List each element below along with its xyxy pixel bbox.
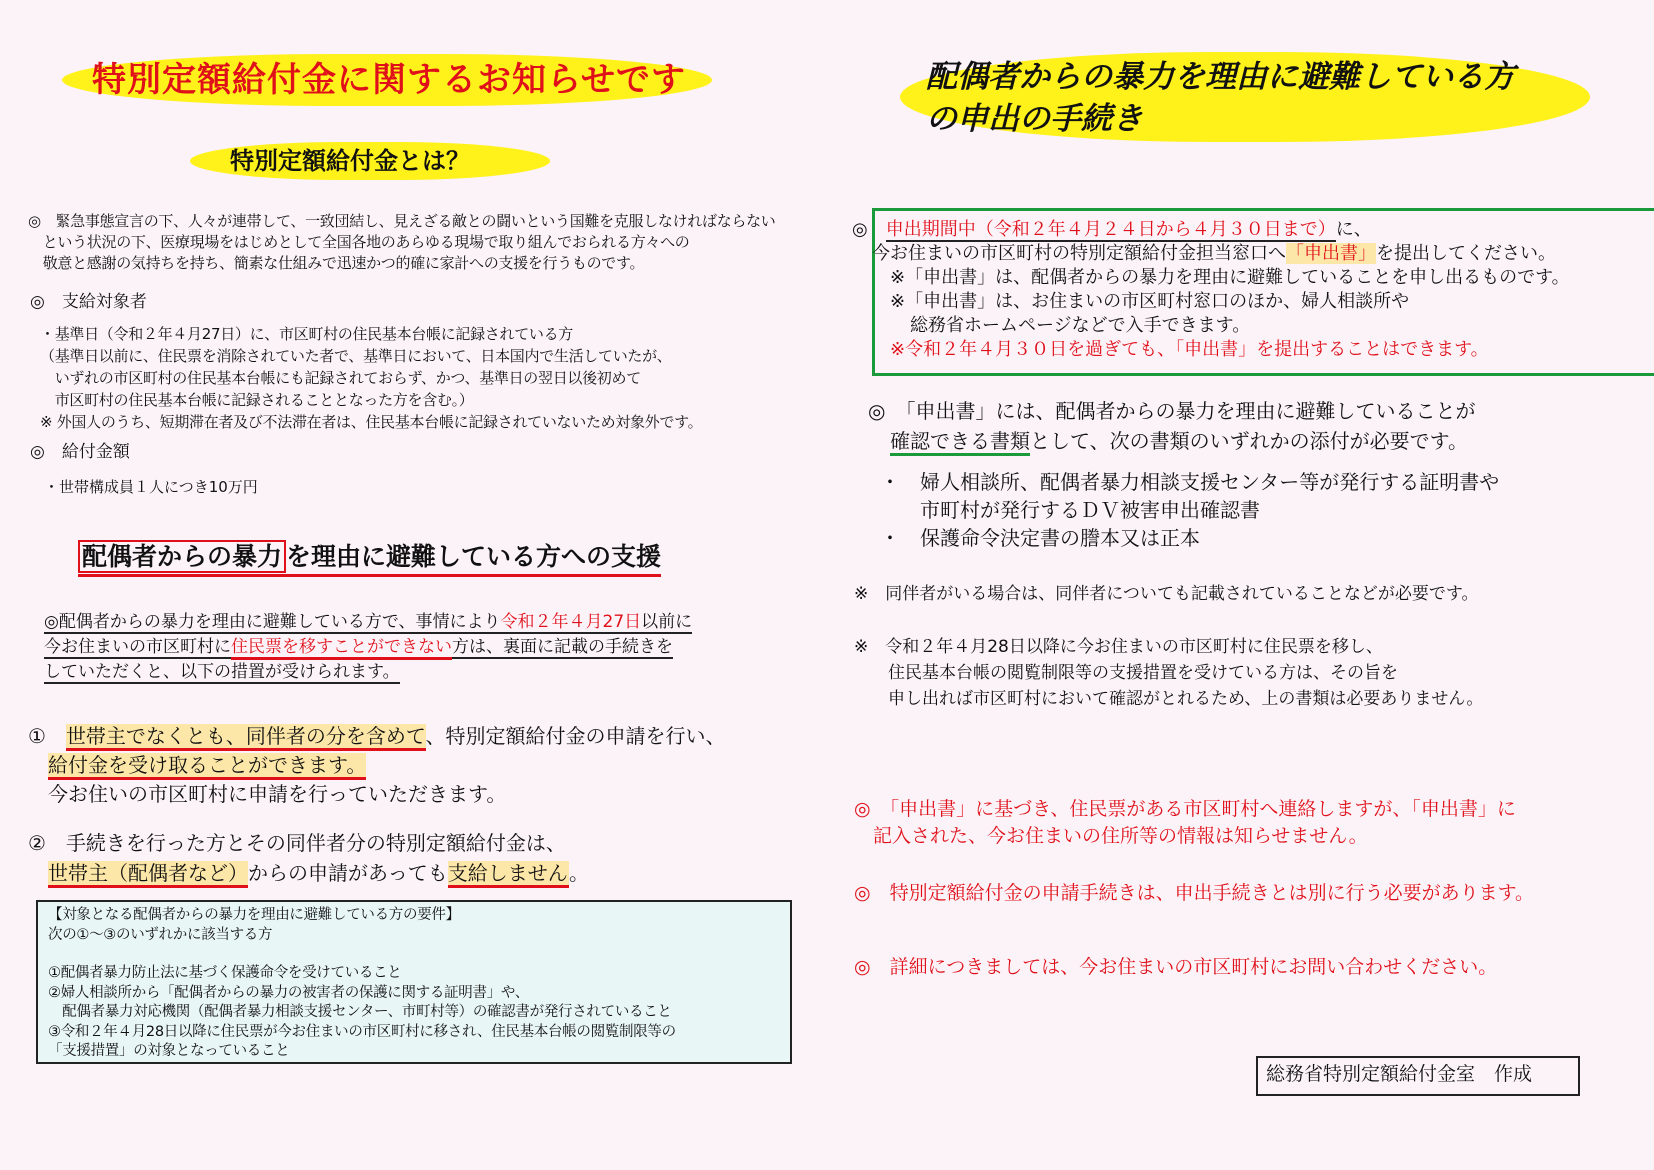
document-list: ・ 婦人相談所、配偶者暴力相談支援センター等が発行する証明書や 市町村が発行するＤＶ被害申出確認書 ・ 保護命令決定書の謄本又は正本 (880, 470, 1500, 550)
item-2: ② 手続きを行った方とその同伴者分の特別定額給付金は、 世帯主（配偶者など）からの申請があっても支給しません。 (28, 828, 589, 888)
subtitle: 特別定額給付金とは？ (230, 147, 470, 175)
eligibility-text: ・基準日（令和２年４月27日）に、市区町村の住民基本台帳に記録されている方 （基準日以前に、住民票を消除されていた者で、基準日において、日本国内で生活していたが、 いずれの市区町村の住民基本台帳にも記録されておらず、かつ、基準日の翌日以後初めて 市区町村の住民基本台帳に記録されることとなった方を含む。） ※ 外国人のうち、短期滞在者及び不法滞在者は、住民基本台帳に記録されていないため対象外です。 (40, 325, 703, 431)
red-note-separate: ◎ 特別定額給付金の申請手続きは、申出手続きとは別に行う必要があります。 (854, 882, 1535, 904)
eligibility-heading: ◎ 支給対象者 (30, 292, 147, 312)
amount-heading: ◎ 給付金額 (30, 442, 130, 462)
main-title: 特別定額給付金に関するお知らせです (92, 60, 686, 100)
red-note-notification: ◎ 「申出書」に基づき、住民票がある市区町村へ連絡しますが、「申出書」に 記入された、今お住まいの住所等の情報は知らせません。 (854, 798, 1516, 847)
intro-text: ◎ 緊急事態宣言の下、人々が連帯して、一致団結し、見えざる敵との闘いという国難を克服しなければならない という状況の下、医療現場をはじめとして全国各地のあらゆる現場で取り組んでおられる方々への 敬意と感謝の気持ちを持ち、簡素な仕組みで迅速かつ的確に家計への支援を行うものです。 (28, 212, 776, 272)
requirements-text: 【対象となる配偶者からの暴力を理由に避難している方の要件】 次の①～③のいずれかに該当する方 ①配偶者暴力防止法に基づく保護命令を受けていること ②婦人相談所から「配偶者からの暴力の被害者の保護に関する証明書」や、 配偶者暴力対応機関（配偶者暴力相談支援センター、市町村等）の確認書が発行されていること ③令和２年４月28日以降に住民票が今お住まいの市区町村に移され、住民基本台帳の閲覧制限等の 「支援措置」の対象となっていること (48, 907, 676, 1059)
support-title-keyword: 配偶者からの暴力 (78, 540, 286, 573)
note-registration: ※ 令和２年４月28日以降に今お住まいの市区町村に住民票を移し、 住民基本台帳の閲覧制限等の支援措置を受けている方は、その旨を 申し出れば市区町村において確認がとれるため、上の書類は必要ありません。 (854, 637, 1484, 709)
support-paragraph: ◎配偶者からの暴力を理由に避難している方で、事情により令和２年４月27日以前に 今お住まいの市区町村に住民票を移すことができない方は、裏面に記載の手続きを していただくと、以下の措置が受けられます。 (44, 612, 693, 682)
right-title: 配偶者からの暴力を理由に避難している方 の申出の手続き (926, 59, 1515, 137)
amount-text: ・世帯構成員１人につき10万円 (44, 478, 258, 496)
footer-credit: 総務省特別定額給付金室 作成 (1266, 1063, 1533, 1085)
support-title: 配偶者からの暴力 を理由に避難している方への支援 (78, 540, 661, 577)
application-period-text: ◎ 申出期間中（令和２年４月２４日から４月３０日まで）に、 今お住まいの市区町村の特別定額給付金担当窓口へ「申出書」を提出してください。 ※「申出書」は、配偶者からの暴力を理由に避難していることを申し出るものです。 ※「申出書」は、お住まいの市区町村窓口のほか、婦人相談所や 総務省ホームページなどで入手できます。 ※令和２年４月３０日を過ぎても、「申出書」を提出することはできます。 (852, 219, 1570, 360)
red-note-inquiry: ◎ 詳細につきましては、今お住まいの市区町村にお問い合わせください。 (854, 956, 1498, 978)
required-documents: ◎ 「申出書」には、配偶者からの暴力を理由に避難していることが 確認できる書類として、次の書類のいずれかの添付が必要です。 (868, 396, 1475, 456)
note-companion: ※ 同伴者がいる場合は、同伴者についても記載されていることなどが必要です。 (854, 584, 1479, 604)
item-1: ① 世帯主でなくとも、同伴者の分を含めて、特別定額給付金の申請を行い、 給付金を受け取ることができます。 今お住いの市区町村に申請を行っていただきます。 (28, 724, 726, 806)
